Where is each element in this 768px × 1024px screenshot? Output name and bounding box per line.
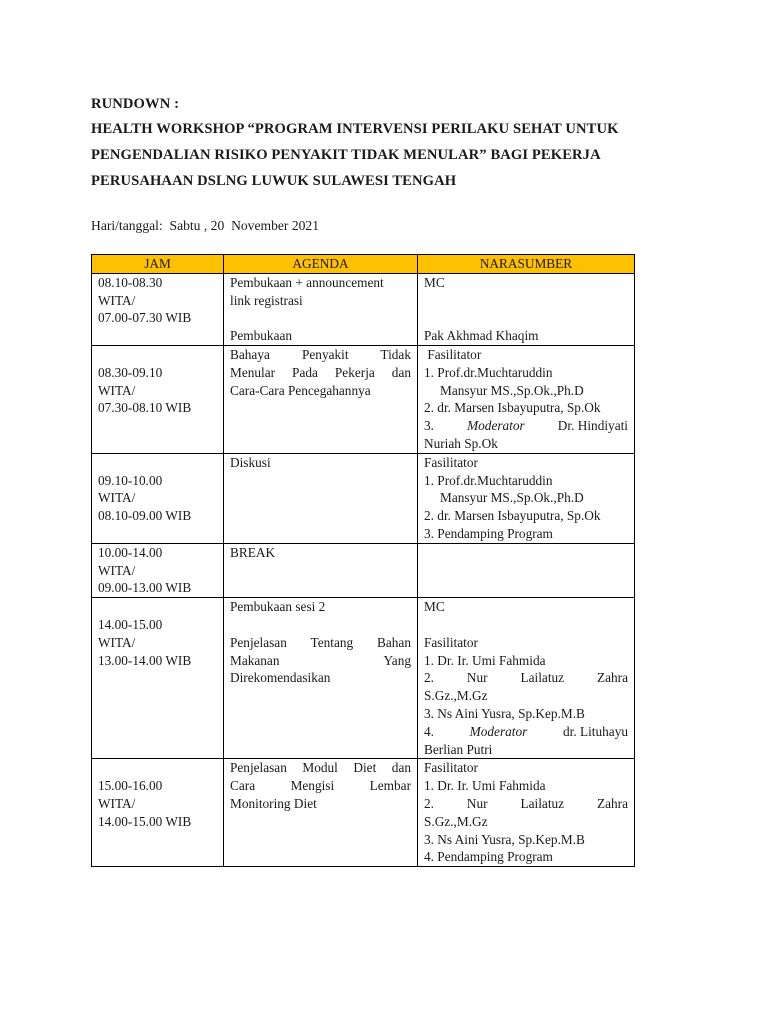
narasumber-line xyxy=(424,417,628,435)
narasumber-line: MC xyxy=(424,599,445,615)
agenda-cell xyxy=(224,453,418,543)
jam-cell xyxy=(92,598,224,759)
jam-cell xyxy=(92,453,224,543)
jam-cell xyxy=(92,345,224,453)
narasumber-line: 1. Dr. Ir. Umi Fahmida xyxy=(424,652,546,668)
agenda-line: Pembukaan xyxy=(230,328,293,344)
table-row xyxy=(92,345,635,453)
date-line: Hari/tanggal: Sabtu , 20 November 2021 xyxy=(91,218,320,233)
moderator-name: dr. Lituhayu xyxy=(559,723,628,739)
workshop-title-line-1: HEALTH WORKSHOP “PROGRAM INTERVENSI PERILAKU SEHAT UNTUK xyxy=(91,121,619,137)
workshop-title-line-2: PENGENDALIAN RISIKO PENYAKIT TIDAK MENULAR” BAGI PEKERJA xyxy=(91,147,601,163)
narasumber-line: MC xyxy=(424,274,445,290)
list-number: 4. xyxy=(424,723,438,739)
narasumber-line xyxy=(424,723,628,741)
jam-line: 08.30-09.10 xyxy=(98,364,163,380)
agenda-line: Direkomendasikan xyxy=(230,670,331,686)
agenda-cell xyxy=(224,543,418,597)
agenda-line xyxy=(230,616,411,634)
list-number: 3. xyxy=(424,418,438,434)
agenda-line: Cara Mengisi Lembar xyxy=(230,778,411,794)
narasumber-line xyxy=(424,309,628,327)
jam-line: 07.00-07.30 WIB xyxy=(98,310,192,326)
jam-line xyxy=(98,598,217,616)
narasumber-line: Mansyur MS.,Sp.Ok.,Ph.D xyxy=(440,490,584,506)
agenda-line: Pembukaan sesi 2 xyxy=(230,599,326,615)
table-row xyxy=(92,453,635,543)
agenda-cell xyxy=(224,598,418,759)
header-jam: JAM xyxy=(92,255,224,274)
narasumber-line: 2. Nur Lailatuz Zahra xyxy=(424,795,628,811)
header-agenda: AGENDA xyxy=(224,255,418,274)
narasumber-line: S.Gz.,M.Gz xyxy=(424,813,488,829)
header-narasumber: NARASUMBER xyxy=(418,255,635,274)
narasumber-cell xyxy=(418,543,635,597)
narasumber-line: 1. Prof.dr.Muchtaruddin xyxy=(424,364,553,380)
narasumber-line: Fasilitator xyxy=(424,634,478,650)
agenda-cell xyxy=(224,345,418,453)
jam-line: 08.10-09.00 WIB xyxy=(98,508,192,524)
agenda-line: BREAK xyxy=(230,544,276,560)
jam-line: 13.00-14.00 WIB xyxy=(98,652,192,668)
jam-line xyxy=(98,759,217,777)
jam-line xyxy=(98,454,217,472)
jam-cell xyxy=(92,273,224,345)
narasumber-line: 2. dr. Marsen Isbayuputra, Sp.Ok xyxy=(424,400,601,416)
agenda-line: Monitoring Diet xyxy=(230,795,317,811)
narasumber-line: 1. Dr. Ir. Umi Fahmida xyxy=(424,778,546,794)
jam-cell xyxy=(92,759,224,867)
narasumber-cell xyxy=(418,273,635,345)
moderator-label: Moderator xyxy=(469,723,528,739)
workshop-title-line-3: PERUSAHAAN DSLNG LUWUK SULAWESI TENGAH xyxy=(91,173,457,189)
narasumber-line: 3. Ns Aini Yusra, Sp.Kep.M.B xyxy=(424,705,585,721)
narasumber-cell xyxy=(418,598,635,759)
narasumber-cell xyxy=(418,345,635,453)
narasumber-line: Nuriah Sp.Ok xyxy=(424,435,498,451)
agenda-cell xyxy=(224,759,418,867)
narasumber-line: Fasilitator xyxy=(424,346,482,362)
narasumber-line: Fasilitator xyxy=(424,760,478,776)
jam-line: WITA/ xyxy=(98,490,136,506)
jam-line: 08.10-08.30 xyxy=(98,274,163,290)
narasumber-cell xyxy=(418,759,635,867)
narasumber-line xyxy=(424,616,628,634)
jam-line: WITA/ xyxy=(98,382,136,398)
table-row xyxy=(92,273,635,345)
jam-line: 14.00-15.00 xyxy=(98,616,163,632)
rundown-table xyxy=(91,254,635,867)
jam-line: 09.10-10.00 xyxy=(98,472,163,488)
narasumber-line xyxy=(424,292,628,310)
agenda-line: Cara-Cara Pencegahannya xyxy=(230,382,371,398)
jam-line: WITA/ xyxy=(98,562,136,578)
narasumber-line: Pak Akhmad Khaqim xyxy=(424,328,539,344)
narasumber-line: 4. Pendamping Program xyxy=(424,849,553,865)
narasumber-line: 3. Ns Aini Yusra, Sp.Kep.M.B xyxy=(424,831,585,847)
agenda-line: Menular Pada Pekerja dan xyxy=(230,364,411,380)
jam-line: WITA/ xyxy=(98,795,136,811)
agenda-line: Pembukaan + announcement xyxy=(230,274,384,290)
narasumber-line: 1. Prof.dr.Muchtaruddin xyxy=(424,472,553,488)
agenda-line: link registrasi xyxy=(230,292,303,308)
narasumber-line: Berlian Putri xyxy=(424,741,493,757)
jam-line: 14.00-15.00 WIB xyxy=(98,813,192,829)
table-row xyxy=(92,759,635,867)
table-row xyxy=(92,598,635,759)
narasumber-line: Fasilitator xyxy=(424,454,478,470)
jam-line: 07.30-08.10 WIB xyxy=(98,400,192,416)
jam-line: WITA/ xyxy=(98,634,136,650)
narasumber-line: S.Gz.,M.Gz xyxy=(424,688,488,704)
jam-line: 09.00-13.00 WIB xyxy=(98,580,192,596)
jam-line: 10.00-14.00 xyxy=(98,544,163,560)
agenda-line xyxy=(230,309,411,327)
moderator-label: Moderator xyxy=(467,418,525,434)
jam-line: 15.00-16.00 xyxy=(98,778,163,794)
moderator-name: Dr. Hindiyati xyxy=(554,418,628,434)
agenda-line: Bahaya Penyakit Tidak xyxy=(230,346,411,362)
agenda-line: Makanan Yang xyxy=(230,652,411,668)
jam-cell xyxy=(92,543,224,597)
agenda-line: Penjelasan Modul Diet dan xyxy=(230,760,411,776)
jam-line: WITA/ xyxy=(98,292,136,308)
narasumber-line: 3. Pendamping Program xyxy=(424,525,553,541)
agenda-cell xyxy=(224,273,418,345)
table-row xyxy=(92,543,635,597)
narasumber-line: 2. dr. Marsen Isbayuputra, Sp.Ok xyxy=(424,508,601,524)
narasumber-cell xyxy=(418,453,635,543)
table-header-row xyxy=(92,255,635,274)
jam-line xyxy=(98,346,217,364)
rundown-label: RUNDOWN : xyxy=(91,96,180,112)
narasumber-line: 2. Nur Lailatuz Zahra xyxy=(424,670,628,686)
agenda-line: Penjelasan Tentang Bahan xyxy=(230,634,411,650)
narasumber-line: Mansyur MS.,Sp.Ok.,Ph.D xyxy=(440,382,584,398)
agenda-line: Diskusi xyxy=(230,454,271,470)
